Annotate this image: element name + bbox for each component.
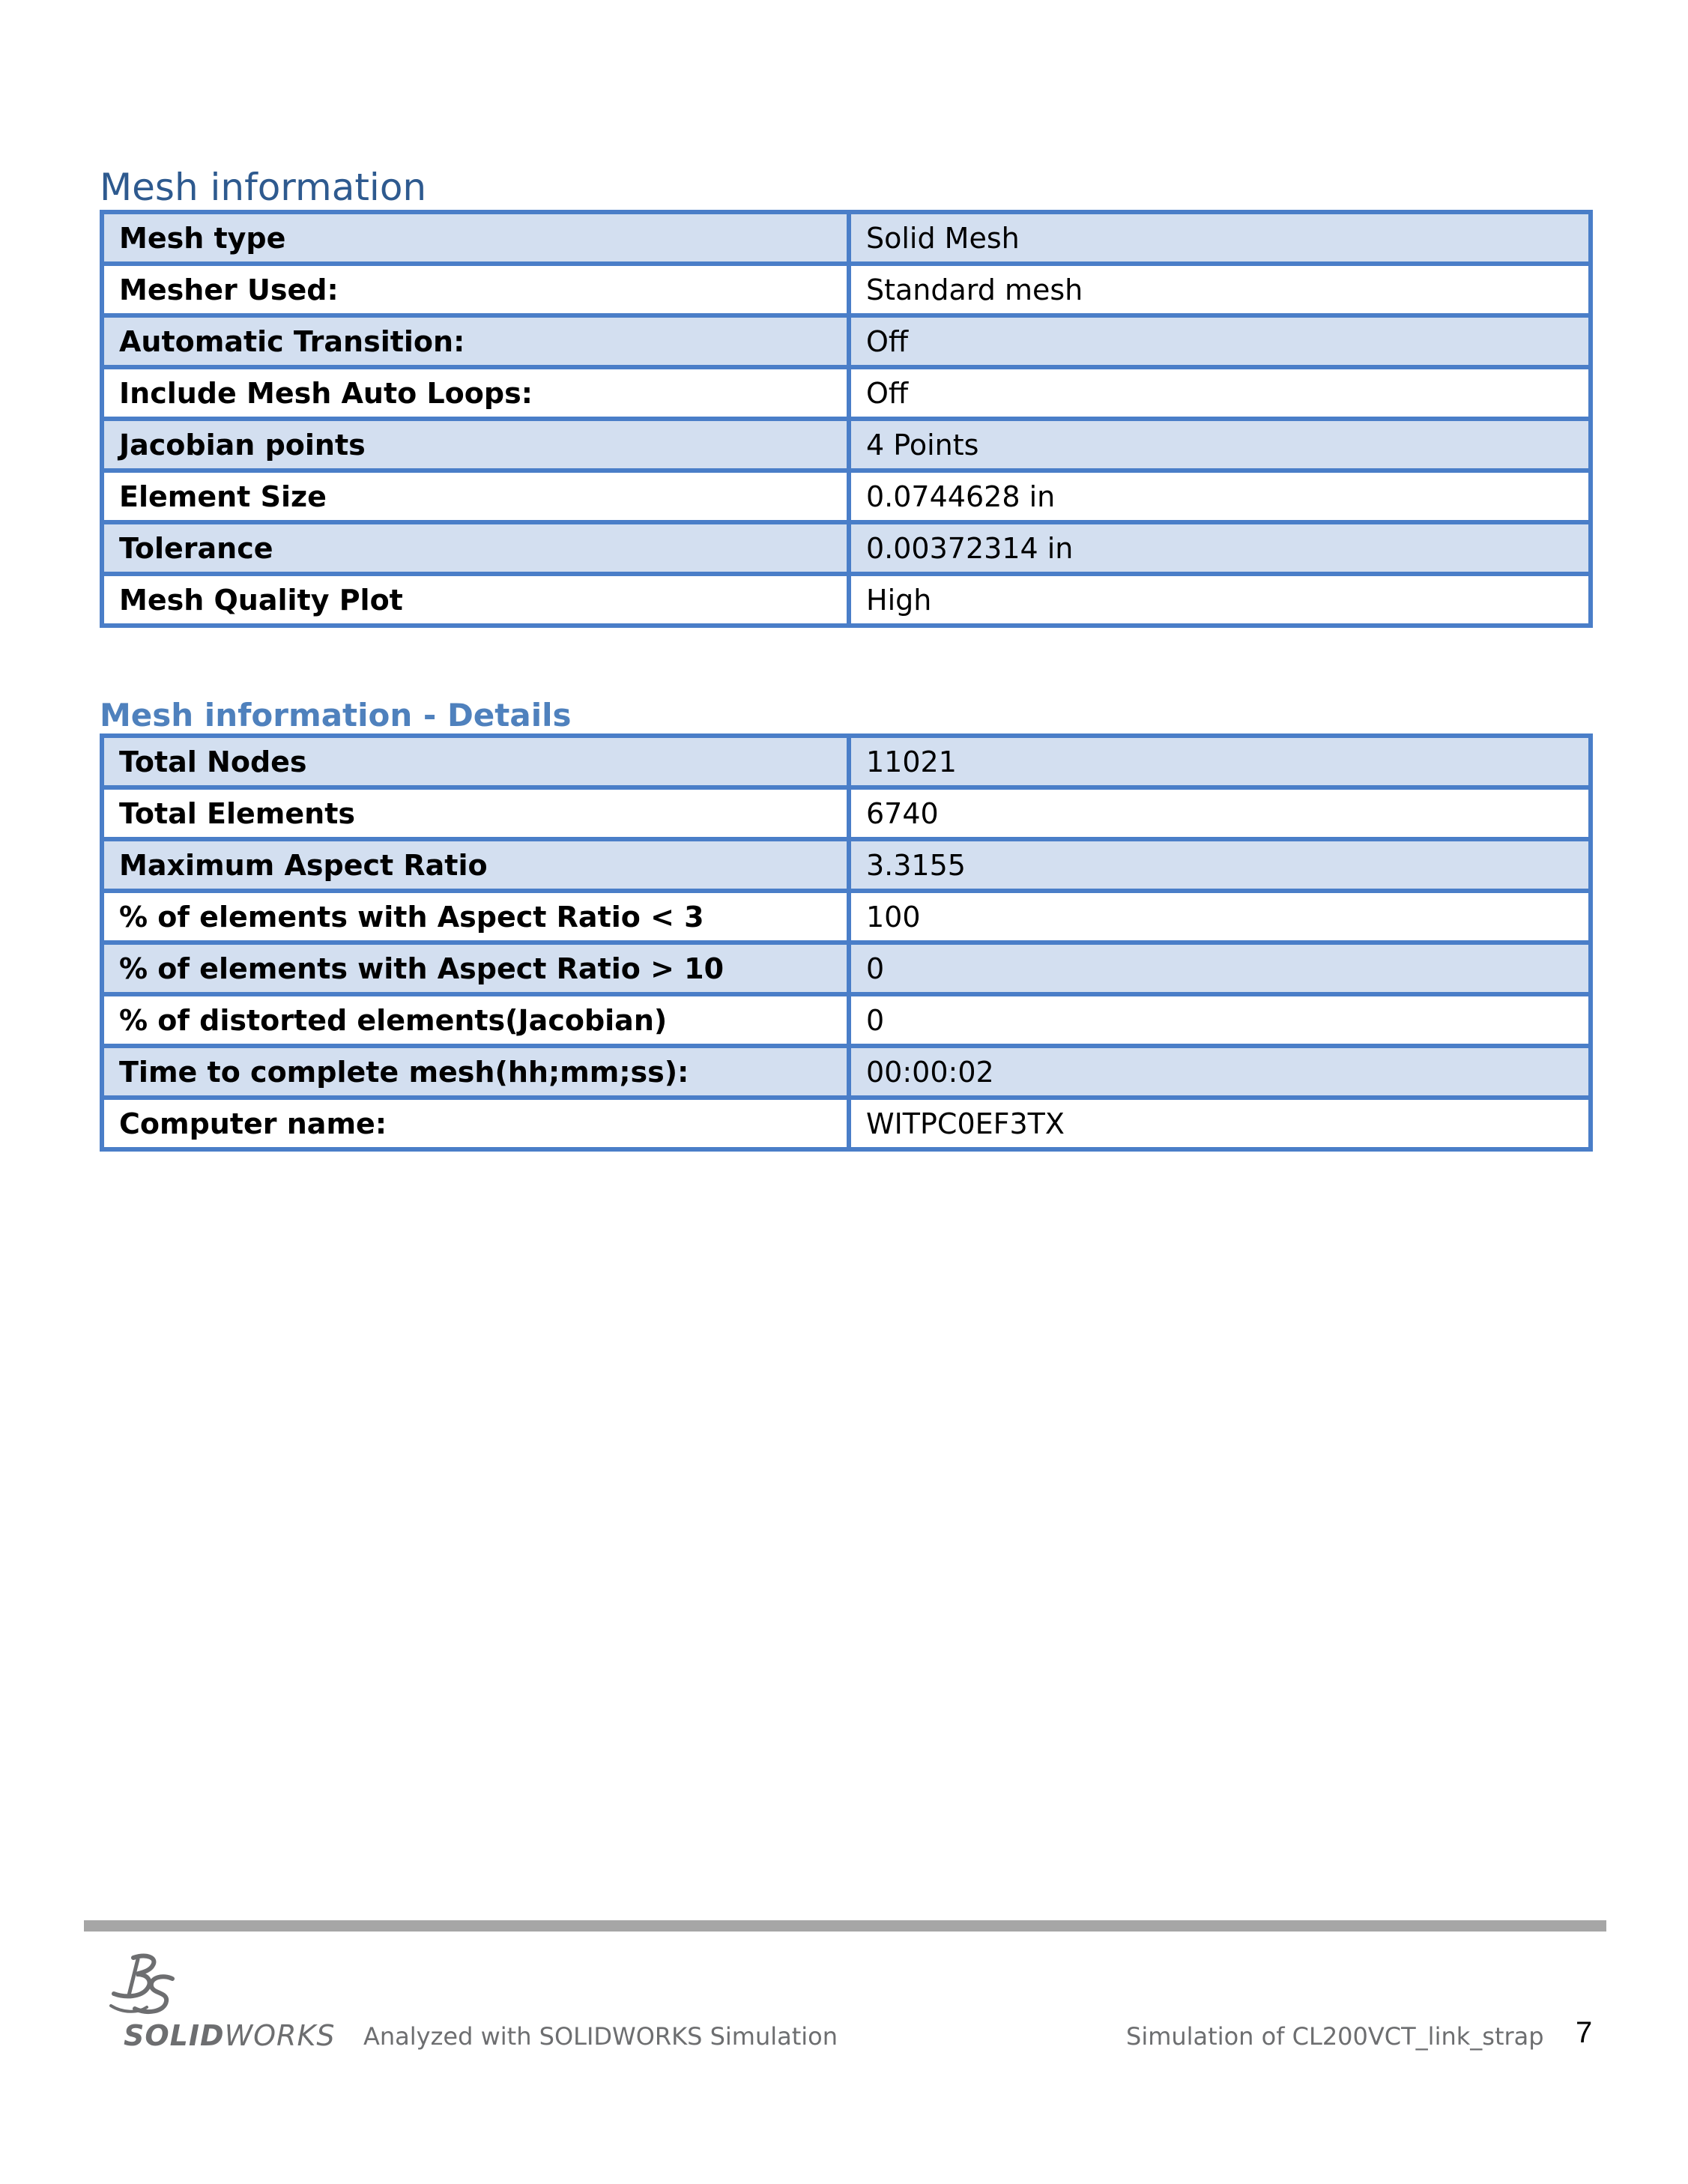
row-label: Element Size	[104, 473, 851, 524]
row-value: High	[851, 576, 1593, 628]
row-value: 0.0744628 in	[851, 473, 1593, 524]
table-row	[104, 473, 1593, 524]
table-row	[104, 576, 1593, 628]
table-row	[104, 318, 1593, 369]
row-label: Total Nodes	[104, 738, 851, 790]
row-value: 0.00372314 in	[851, 524, 1593, 576]
row-label: % of elements with Aspect Ratio < 3	[104, 893, 851, 945]
solidworks-wordmark: SOLIDWORKS	[124, 2019, 336, 2052]
3ds-logo-icon	[103, 1952, 178, 2023]
row-label: Total Elements	[104, 790, 851, 841]
row-value: Standard mesh	[851, 266, 1593, 318]
table-row	[104, 369, 1593, 421]
table-row	[104, 996, 1593, 1048]
table-row	[104, 841, 1593, 893]
mesh-information-table	[100, 210, 1593, 628]
row-label: % of distorted elements(Jacobian)	[104, 996, 851, 1048]
mesh-information-title: Mesh information	[100, 166, 427, 209]
row-value: 3.3155	[851, 841, 1593, 893]
page-number: 7	[1576, 2016, 1593, 2049]
row-value: 4 Points	[851, 421, 1593, 473]
table-row	[104, 524, 1593, 576]
row-label: Jacobian points	[104, 421, 851, 473]
row-label: Include Mesh Auto Loops:	[104, 369, 851, 421]
row-label: Tolerance	[104, 524, 851, 576]
table-row	[104, 945, 1593, 996]
row-label: % of elements with Aspect Ratio > 10	[104, 945, 851, 996]
table-row	[104, 893, 1593, 945]
footer-simulation-name: Simulation of CL200VCT_link_strap	[1126, 2022, 1544, 2051]
row-label: Mesh type	[104, 214, 851, 266]
row-label: Automatic Transition:	[104, 318, 851, 369]
table-row	[104, 266, 1593, 318]
row-value: Off	[851, 369, 1593, 421]
row-label: Computer name:	[104, 1100, 851, 1152]
row-value: 11021	[851, 738, 1593, 790]
row-value: Off	[851, 318, 1593, 369]
footer-divider	[84, 1920, 1606, 1932]
table-row	[104, 1100, 1593, 1152]
table-row	[104, 1048, 1593, 1100]
table-row	[104, 421, 1593, 473]
mesh-details-table	[100, 733, 1593, 1152]
row-label: Mesh Quality Plot	[104, 576, 851, 628]
row-label: Time to complete mesh(hh;mm;ss):	[104, 1048, 851, 1100]
row-value: 00:00:02	[851, 1048, 1593, 1100]
table-row	[104, 738, 1593, 790]
footer-analyzed-with: Analyzed with SOLIDWORKS Simulation	[363, 2022, 838, 2051]
row-value: 0	[851, 996, 1593, 1048]
row-label: Mesher Used:	[104, 266, 851, 318]
row-value: 100	[851, 893, 1593, 945]
solidworks-logo	[97, 1952, 337, 2057]
row-label: Maximum Aspect Ratio	[104, 841, 851, 893]
row-value: 6740	[851, 790, 1593, 841]
row-value: WITPC0EF3TX	[851, 1100, 1593, 1152]
row-value: Solid Mesh	[851, 214, 1593, 266]
table-row	[104, 214, 1593, 266]
table-row	[104, 790, 1593, 841]
mesh-details-title: Mesh information - Details	[100, 697, 572, 733]
row-value: 0	[851, 945, 1593, 996]
